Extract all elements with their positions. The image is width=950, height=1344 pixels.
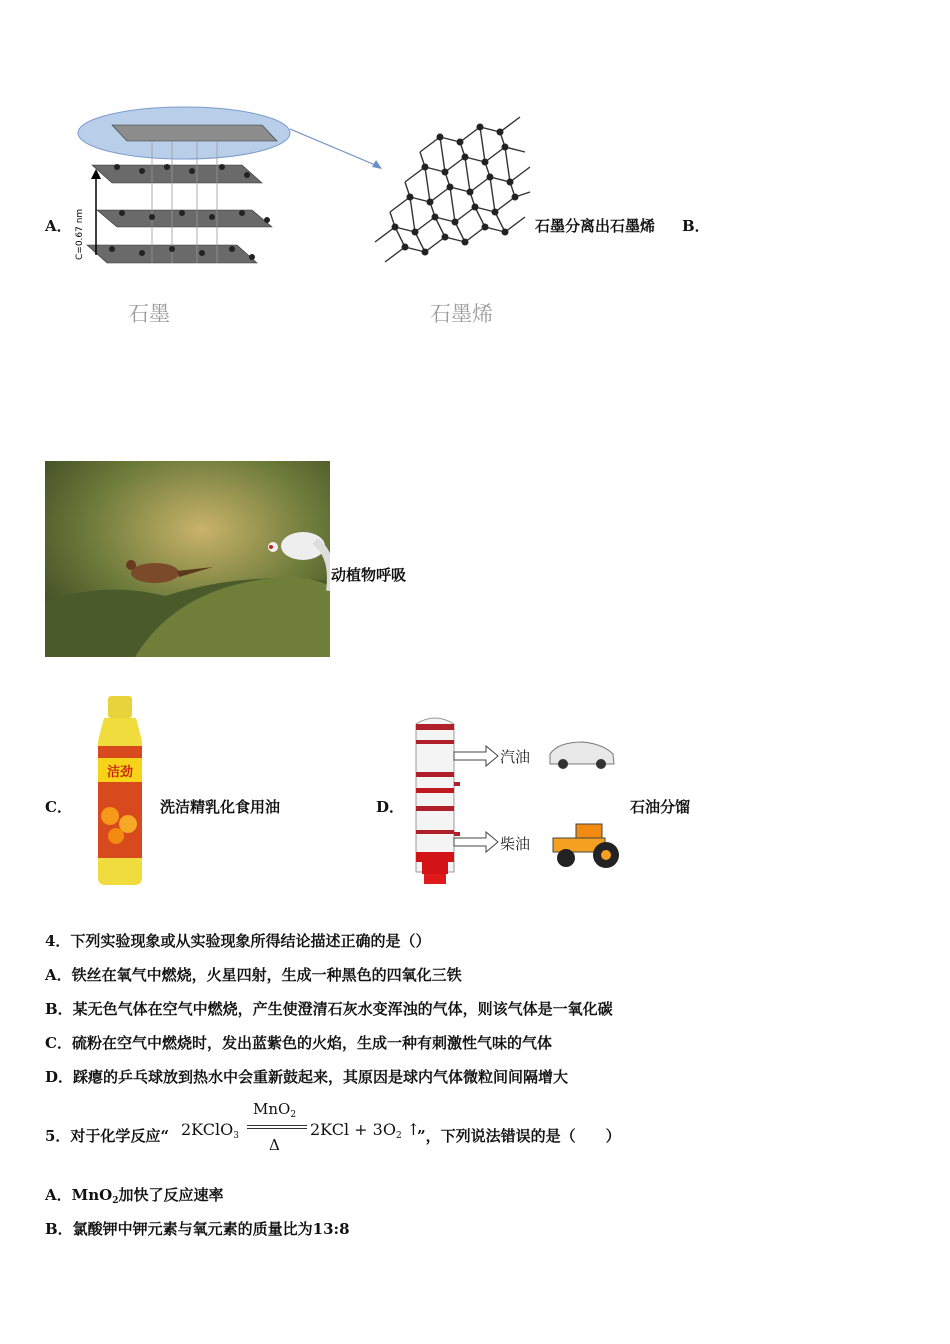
interlayer-distance-label: C=0.67 nm xyxy=(75,208,85,260)
graphite-caption: 石墨 xyxy=(128,302,170,326)
option-b-text: 动植物呼吸 xyxy=(331,566,407,584)
option-c-text: 洗洁精乳化食用油 xyxy=(160,798,281,816)
q4-option-d: D．踩瘪的乒乓球放到热水中会重新鼓起来，其原因是球内气体微粒间间隔增大 xyxy=(45,1068,569,1086)
graphene-figure xyxy=(365,112,535,277)
q5-reactant: 2KClO$_3$ xyxy=(181,1120,239,1141)
q4-option-b: B．某无色气体在空气中燃烧，产生使澄清石灰水变浑浊的气体，则该气体是一氧化碳 xyxy=(45,1000,613,1018)
car-icon xyxy=(550,742,614,769)
q4-option-c: C．硫粉在空气中燃烧时，发出蓝紫色的火焰，生成一种有刺激性气味的气体 xyxy=(45,1034,552,1052)
q5-option-a: A．MnO$_2$加快了反应速率 xyxy=(45,1186,224,1206)
option-d-letter: D． xyxy=(376,798,405,816)
graphene-caption: 石墨烯 xyxy=(430,302,493,326)
fractional-distillation-diagram xyxy=(408,712,628,887)
q4-option-a: A．铁丝在氧气中燃烧，火星四射，生成一种黑色的四氧化三铁 xyxy=(45,966,462,984)
option-d-text: 石油分馏 xyxy=(630,798,691,816)
q5-stem xyxy=(45,1100,685,1160)
q4-stem: 4．下列实验现象或从实验现象所得结论描述正确的是（） xyxy=(45,932,431,950)
q5-suffix: ”，下列说法错误的是（ ） xyxy=(417,1127,621,1145)
bottle-label: 洁劲 xyxy=(106,765,134,780)
q5-products: $2KCl + 3O_2$ ↑ xyxy=(310,1120,421,1141)
detergent-bottle-image xyxy=(94,696,146,886)
q5-condition: Δ xyxy=(269,1136,280,1154)
q5-prefix: 5．对于化学反应“ xyxy=(45,1127,170,1145)
gasoline-label: 汽油 xyxy=(500,748,531,766)
diesel-label: 柴油 xyxy=(500,835,531,853)
graphite-figure xyxy=(72,105,302,275)
option-b-letter: B． xyxy=(682,217,710,235)
option-a-text: 石墨分离出石墨烯 xyxy=(535,217,656,235)
option-a-letter: A． xyxy=(45,217,72,235)
q5-option-b: B．氯酸钾中钾元素与氧元素的质量比为13:8 xyxy=(45,1220,350,1238)
option-c-letter: C． xyxy=(45,798,72,816)
q5-catalyst: MnO$_2$ xyxy=(253,1100,297,1120)
birds-photo xyxy=(45,461,330,657)
tractor-icon xyxy=(553,824,619,868)
